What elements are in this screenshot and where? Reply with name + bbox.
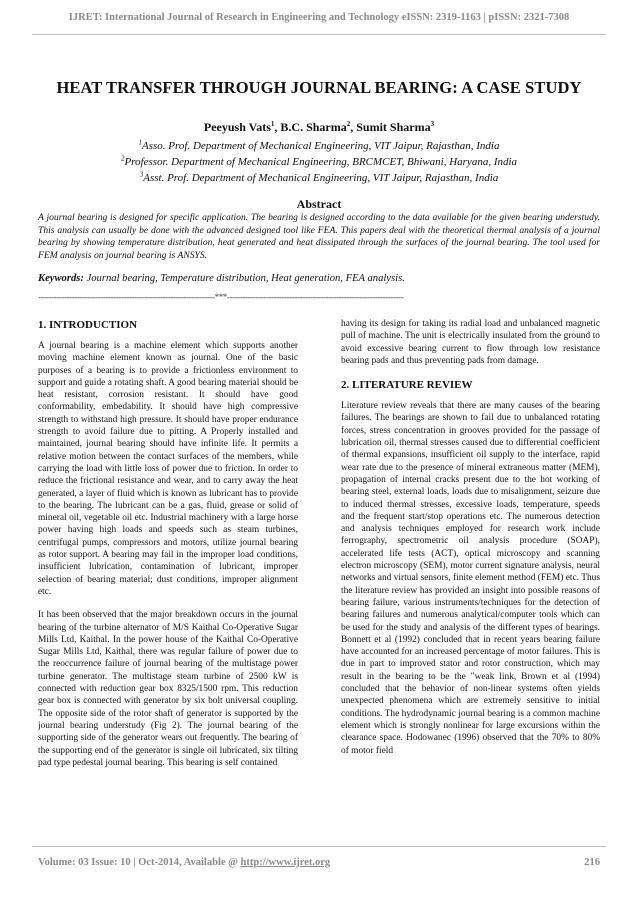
keywords-label: Keywords: [38,273,84,284]
header-rule [32,34,606,35]
affiliation-sup: 3 [139,170,144,179]
author-list: Peeyush Vats$^1$, B.C. Sharma$^2$, Sumit Sharma$^3$ [203,120,435,134]
footer-volume: Volume: 03 Issue: 10 | Oct-2014, Available @ [38,857,241,868]
page-footer [38,857,600,868]
journal-name: IJRET: International Journal of Research in Engineering and Technology [68,12,400,23]
author-name: Sumit Sharma [356,120,431,134]
author-sup: 1 [270,120,275,128]
affiliation [0,171,638,185]
abstract-heading: Abstract [296,197,342,211]
paragraph: A journal bearing is a machine element which supports another moving machine element known as journal. One of the basic purposes of a bearing is to provide a frictionless environment to support and guide a rotating shaft. A good bearing material should be heat resistant, corrosion resistant. It should have good conformability, embedability. It should have high compressive strength to withstand high pressure. It should have proper endurance strength to avoid failure due to pitting. A Properly installed and maintained, journal bearing should have infinite life. It permits a relative motion between the contact surfaces of the members, while carrying the load with little loss of power due to friction. In order to reduce the frictional resistance and wear, and to carry away the heat generated, a layer of fluid which is known as lubricant has to provide to the bearing. The lubricant can be a gas, fluid, grease or solid of mineral oil, vegetable oil etc. Industrial machinery with a large horse power having high loads and speeds such as steam turbines, centrifugal pumps, compressors and motors, utilize journal bearing as rotor support. A bearing may fail in the improper load conditions, insufficient lubrication, contamination of lubricant, improper selection of bearing material; dust conditions, improper alignment etc. [38,341,298,597]
affiliation [0,139,638,153]
paragraph [341,400,600,757]
author-name: B.C. Sharma [280,120,347,134]
affiliation [0,155,638,169]
journal-header [32,12,606,23]
page-number: 216 [584,857,600,868]
left-column [38,318,298,834]
paragraph: It has been observed that the major breakdown occurs in the journal bearing of the turbine alternator of M/S Kaithal Co-Operative Sugar Mills Ltd, Kaithal. In the power house of the Kaithal Co-Operative Sugar Mills Ltd, Kaithal, there was regular failure of power due to the reoccurrence failure of journal bearing of the multistage power turbine generator. The multistage steam turbine of 2500 kW is connected with reduction gear box 8325/1500 rpm. This reduction gear box is connected with generator by six bolt universal coupling. The opposite side of the rotor shaft of generator is supported by the journal bearing understudy (Fig 2). The journal bearing of the supporting side of the generator wears out frequently. The bearing of the supporting end of the generator is single oil lubricated, six tilting pad type pedestal journal bearing. This bearing is self contained [38,610,298,768]
section-separator: --------------------------------------------------------------------***-------------------------------------------------------------------- [38,292,404,302]
journal-issn: eISSN: 2319-1163 | pISSN: 2321-7308 [401,12,570,23]
footer-rule [32,846,606,847]
section-heading-literature-review: 2. LITERATURE REVIEW [341,379,473,392]
affiliation-sup: 2 [120,154,125,163]
affiliation-sup: 1 [138,138,143,147]
keywords [38,273,600,284]
right-column [341,318,600,834]
abstract-text: A journal bearing is designed for specific application. The bearing is designed according to the data available for the given bearing understudy. This analysis can usually be done with the advanced designed tool like FEA. This papers deal with the theoretical thermal analysis of a journal bearing by showing temperature distribution, heat generated and heat dissipated through the surfaces of the journal bearing. The tool used for FEM analysis on journal bearing is ANSYS. [38,212,600,261]
paragraph-part: Literature review reveals that there are many causes of the bearing failures. The bearings are shown to fail due to unbalanced rotating forces, stress concentration in grooves provided for the passage of lubrication oil, thermal stresses caused due to differential coefficient of thermal expansions, insufficient oil supply to the interface, rapid wear rate due to the presence of mineral extraneous matter (MEM), propagation of internal cracks present due to the hot working of bearing steel, external loads, loads due to misalignment, seizure due to induced thermal stresses, excessive loads, temperature, speeds and the frequent start/stop operations etc. The numerous detection and analysis techniques employed for research work include ferrography, spectrometric oil analysis procedure (SOAP), accelerated life tests (ACT), optical microscopy and scanning electron microscopy (SEM), motor current signature analysis, neural networks and virtual sensors, finite element method (FEM) etc. Thus the literature review has provided an insight into possible reasons of bearing failure, various instruments/techniques for the detection of bearing failures and numerous analytical/computer tools which can be used for the study and analysis of the different types of bearings. [341,401,600,633]
author-sup: 2 [346,120,351,128]
author-name: Peeyush Vats [203,120,271,134]
affiliation-text: Asso. Prof. Department of Mechanical Engineering, VIT Jaipur, Rajasthan, India [142,140,500,152]
paper-title: HEAT TRANSFER THROUGH JOURNAL BEARING: A CASE STUDY [56,78,582,97]
footer-url-link[interactable]: http://www.ijret.org [240,857,331,868]
author-sup: 3 [430,120,435,128]
paragraph: having its design for taking its radial load and unbalanced magnetic pull of machine. The unit is electrically insulated from the ground to avoid excessive bearing current to flow through low resistance bearing pads and thus preventing pads from damage. [341,319,600,366]
section-heading-introduction: 1. INTRODUCTION [38,319,138,331]
keywords-text: Journal bearing, Temperature distribution, Heat generation, FEA analysis. [86,273,405,284]
paragraph-part: Bonnett et al (1992) concluded that in recent years bearing failure have accounted for an increased percentage of motor failures. This is due in part to improved stator and rotor construction, which may result in the bearing to be the "weak link, Brown et al (1994) concluded that the behavior of non-linear systems often yields unexpected phenomena which are extremely sensitive to initial conditions. The hydrodynamic journal bearing is a common machine element which is strongly nonlinear for large excursions within the clearance space. Hodowanec (1996) observed that the 70% to 80% of motor field [341,634,600,756]
affiliation-text: Asst. Prof. Department of Mechanical Engineering, VIT Jaipur, Rajasthan, India [143,172,499,184]
affiliation-text: Professor. Department of Mechanical Engineering, BRCMCET, Bhiwani, Haryana, India [124,156,518,168]
